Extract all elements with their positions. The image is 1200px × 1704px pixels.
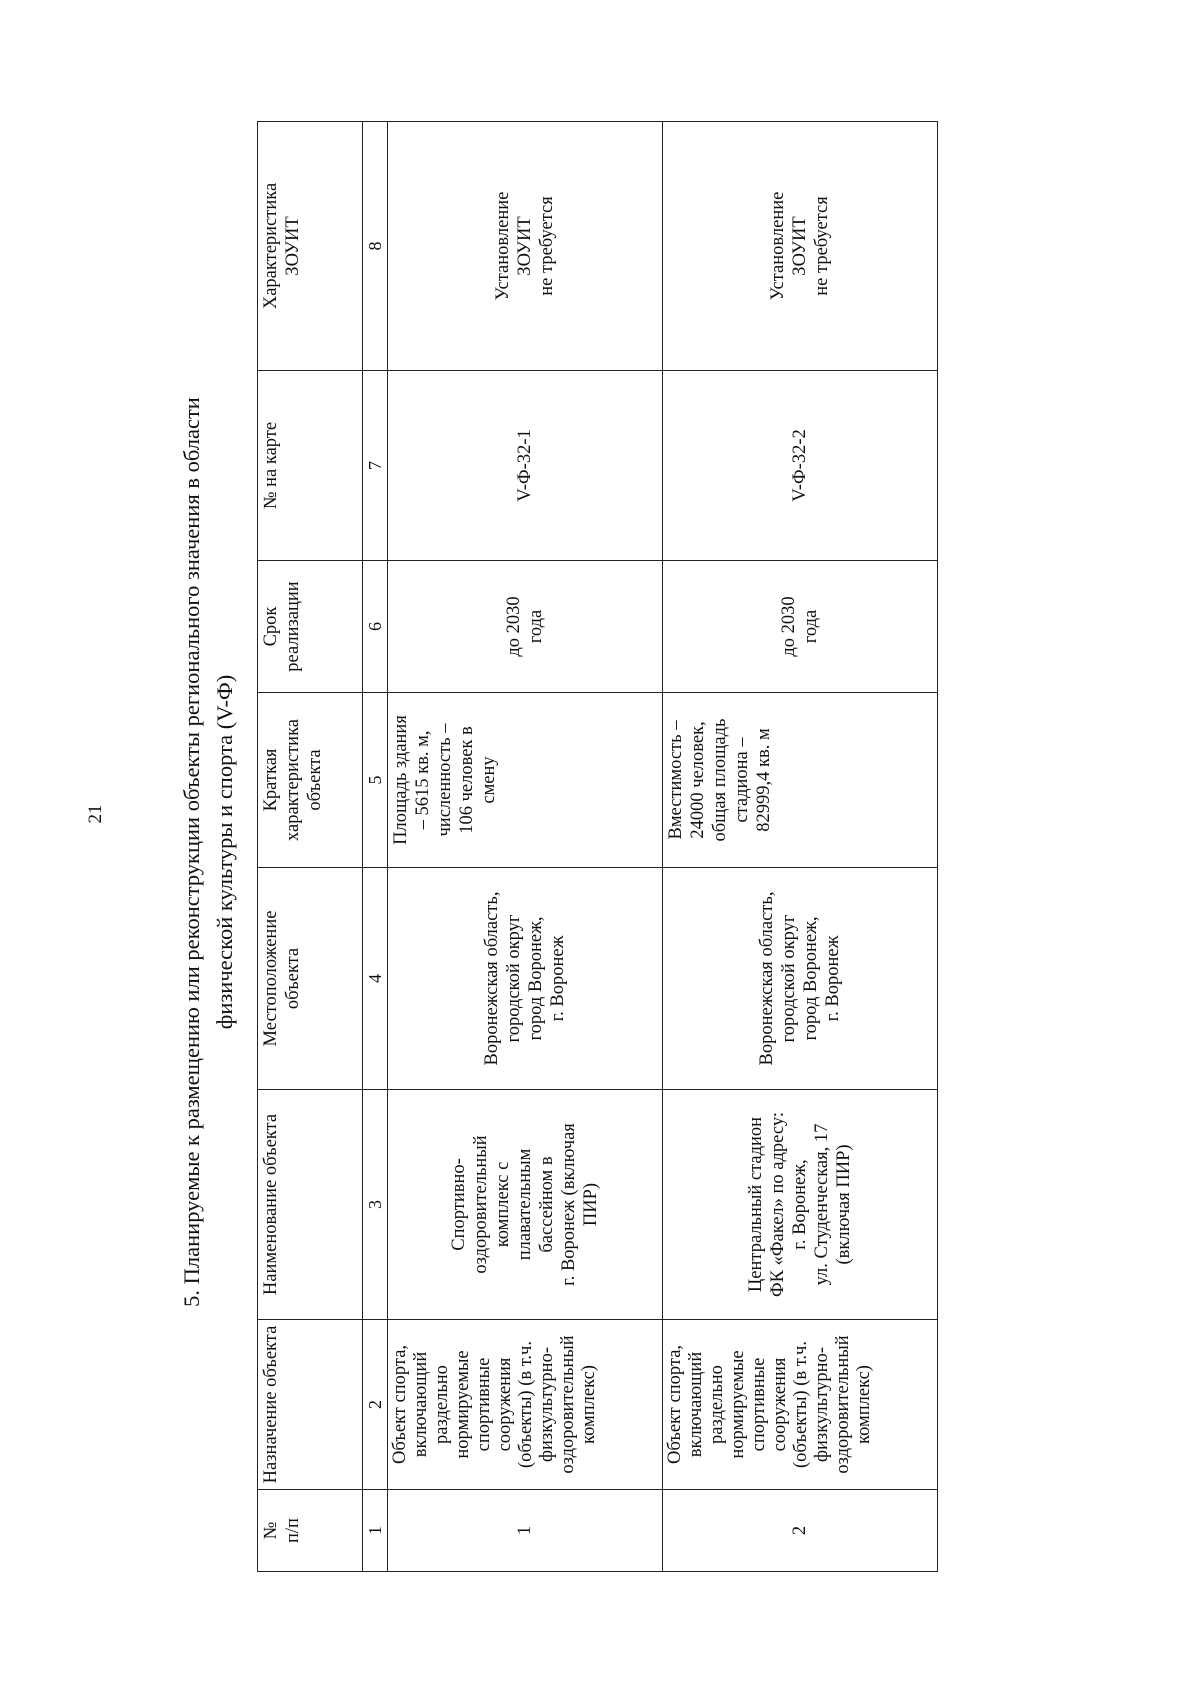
row-zouit: Установление ЗОУИТ не требуется xyxy=(388,122,663,371)
col-number: 5 xyxy=(363,693,388,868)
row-short: Площадь здания – 5615 кв. м, численность – 106 человек в смену xyxy=(388,693,663,868)
header-purpose: Назначение объекта xyxy=(258,1320,363,1490)
row-map-no: V-Ф-32-1 xyxy=(388,371,663,561)
header-zouit: Характеристика ЗОУИТ xyxy=(258,122,363,371)
page-number: 21 xyxy=(85,804,106,824)
col-number: 7 xyxy=(363,371,388,561)
column-numbers-row xyxy=(363,122,388,1572)
col-number: 8 xyxy=(363,122,388,371)
row-term: до 2030 года xyxy=(388,561,663,693)
header-short: Краткая характеристика объекта xyxy=(258,693,363,868)
title-line-2: физической культуры и спорта (V-Ф) xyxy=(212,674,237,1030)
col-number: 3 xyxy=(363,1090,388,1320)
document-title xyxy=(175,112,245,1592)
row-term: до 2030 года xyxy=(663,561,938,693)
row-num: 2 xyxy=(663,1490,938,1572)
row-num: 1 xyxy=(388,1490,663,1572)
header-term: Срок реализации xyxy=(258,561,363,693)
col-number: 1 xyxy=(363,1490,388,1572)
col-number: 6 xyxy=(363,561,388,693)
row-name: Спортивно- оздоровительный комплекс с плавательным бассейном в г. Воронеж (включая ПИР) xyxy=(388,1090,663,1320)
col-number: 2 xyxy=(363,1320,388,1490)
table-row xyxy=(388,122,663,1572)
header-name: Наименование объекта xyxy=(258,1090,363,1320)
row-short: Вместимость – 24000 человек, общая площадь стадиона – 82999,4 кв. м xyxy=(663,693,938,868)
row-purpose: Объект спорта, включающий раздельно нормируемые спортивные сооружения (объекты) (в т.ч. физкультурно- оздоровительный комплекс) xyxy=(388,1320,663,1490)
header-num: № п/п xyxy=(258,1490,363,1572)
col-number: 4 xyxy=(363,868,388,1090)
row-location: Воронежская область, городской округ город Воронеж, г. Воронеж xyxy=(388,868,663,1090)
row-name: Центральный стадион ФК «Факел» по адресу: г. Воронеж, ул. Студенческая, 17 (включая ПИР) xyxy=(663,1090,938,1320)
rotated-page-content xyxy=(175,112,1025,1592)
row-map-no: V-Ф-32-2 xyxy=(663,371,938,561)
header-row xyxy=(258,122,363,1572)
row-zouit: Установление ЗОУИТ не требуется xyxy=(663,122,938,371)
header-map-no: № на карте xyxy=(258,371,363,561)
header-location: Местоположение объекта xyxy=(258,868,363,1090)
objects-table xyxy=(257,121,938,1572)
row-purpose: Объект спорта, включающий раздельно нормируемые спортивные сооружения (объекты) (в т.ч. физкультурно- оздоровительный комплекс) xyxy=(663,1320,938,1490)
table-row xyxy=(663,122,938,1572)
row-location: Воронежская область, городской округ город Воронеж, г. Воронеж xyxy=(663,868,938,1090)
title-line-1: 5. Планируемые к размещению или реконструкции объекты регионального значения в области xyxy=(179,397,204,1307)
